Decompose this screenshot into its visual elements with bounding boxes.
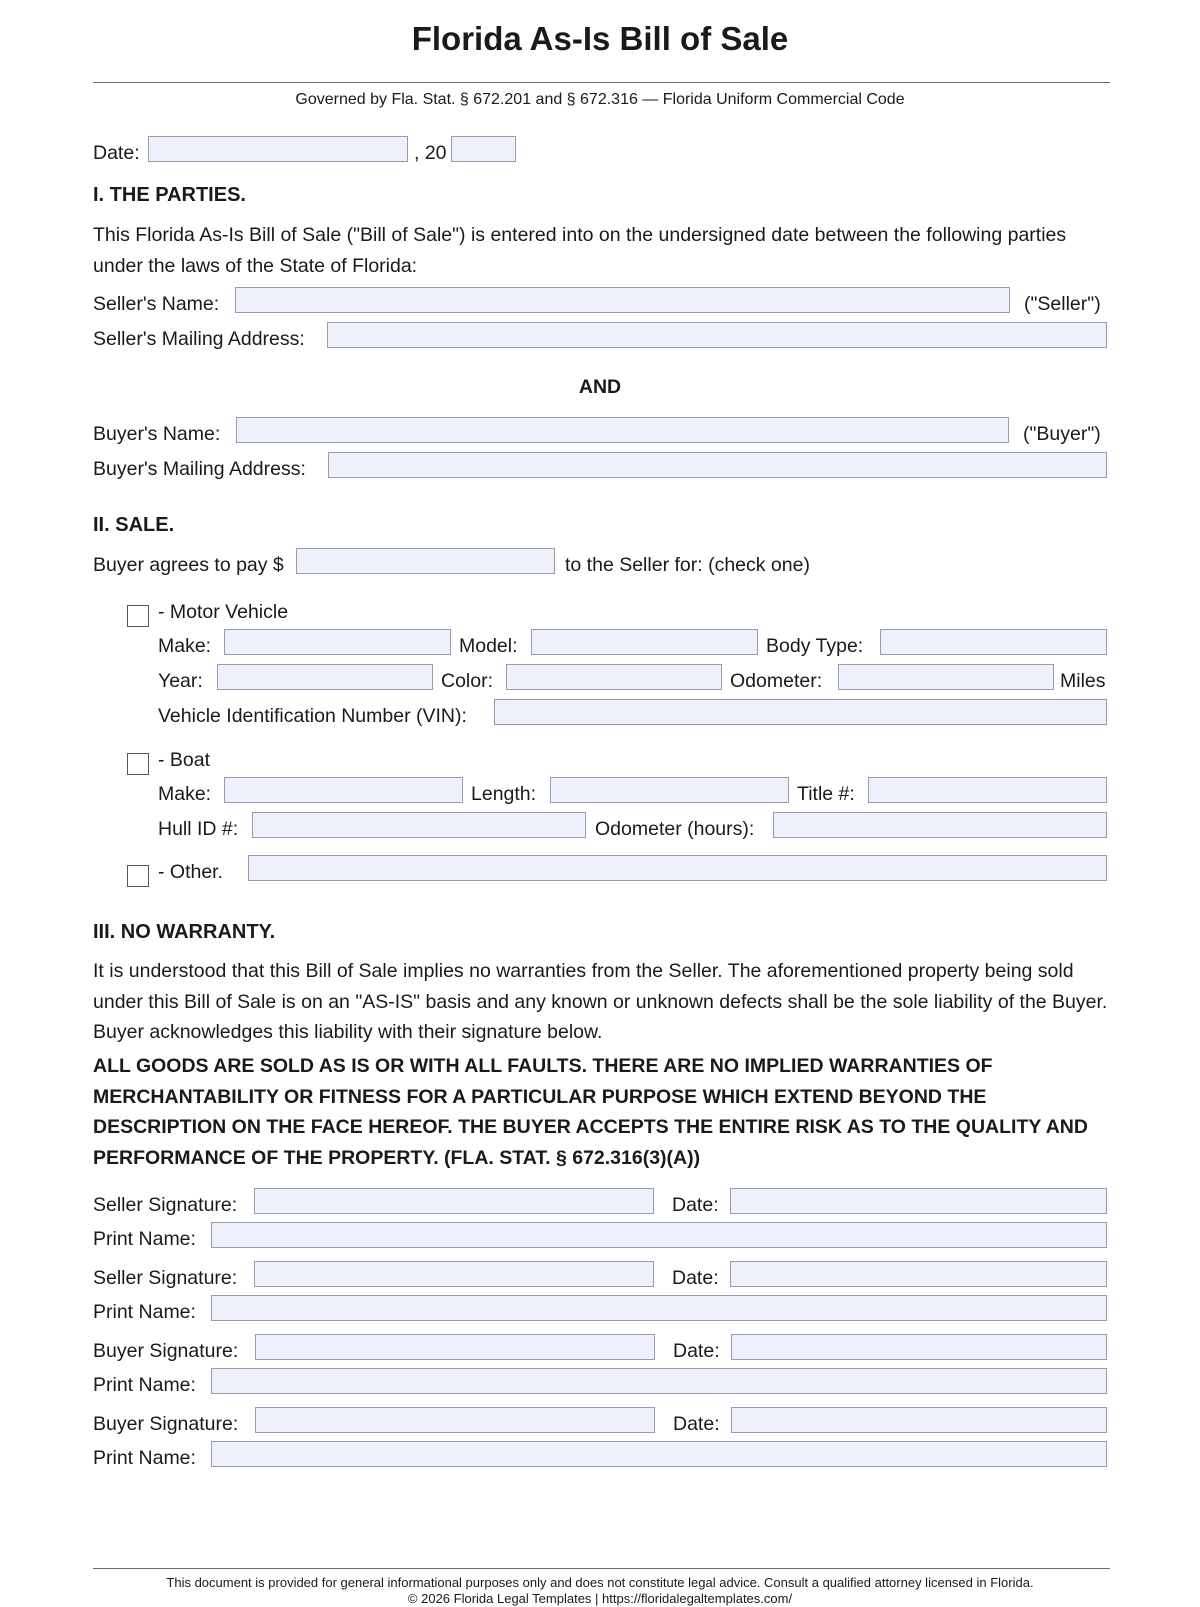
boat-make-label: Make: [158,783,212,805]
vehicle-body-type-field[interactable] [880,629,1107,655]
print-name-field[interactable] [211,1441,1107,1467]
buyer-name-field[interactable] [236,417,1009,443]
boat-make-field[interactable] [224,777,463,803]
pay-label: Buyer agrees to pay $ [93,554,284,576]
signature-date-field[interactable] [731,1407,1107,1433]
odometer-miles-label: Miles [1060,670,1106,692]
boat-label: - Boat [158,749,211,771]
document-subtitle: Governed by Fla. Stat. § 672.201 and § 672.316 — Florida Uniform Commercial Code [295,91,905,108]
print-name-label: Print Name: [93,1447,196,1469]
hull-id-label: Hull ID #: [158,818,239,840]
signature-field[interactable] [254,1188,654,1214]
sale-heading: II. SALE. [93,514,175,536]
signature-field[interactable] [255,1407,655,1433]
signature-label: Buyer Signature: [93,1413,239,1435]
vehicle-body-type-label: Body Type: [766,635,864,657]
boat-length-field[interactable] [550,777,789,803]
vehicle-year-label: Year: [158,670,203,692]
print-name-label: Print Name: [93,1301,196,1323]
vin-field[interactable] [494,699,1107,725]
boat-length-label: Length: [471,783,537,805]
buyer-name-label: Buyer's Name: [93,423,221,445]
footer-disclaimer: This document is provided for general informational purposes only and does not constitute legal advice. Consult a qualified attorney licensed in Florida. [166,1575,1034,1590]
vehicle-make-label: Make: [158,635,212,657]
signature-date-label: Date: [673,1340,720,1362]
parties-intro: This Florida As-Is Bill of Sale ("Bill of Sale") is entered into on the undersigned date between the following parties under the laws of the State of Florida: [93,224,1067,277]
vehicle-color-label: Color: [441,670,494,692]
signature-label: Seller Signature: [93,1267,238,1289]
header-rule [93,82,1110,83]
parties-heading: I. THE PARTIES. [93,184,246,206]
signature-date-label: Date: [673,1413,720,1435]
other-field[interactable] [248,855,1107,881]
print-name-field[interactable] [211,1368,1107,1394]
date-field[interactable] [148,136,408,162]
warranty-disclaimer: ALL GOODS ARE SOLD AS IS OR WITH ALL FAULTS. THERE ARE NO IMPLIED WARRANTIES OF MERCHANTABILITY OR FITNESS FOR A PARTICULAR PURPOSE WHICH EXTEND BEYOND THE DESCRIPTION ON THE FACE HEREOF. THE BUYER ACCEPTS THE ENTIRE RISK AS TO THE QUALITY AND PERFORMANCE OF THE PROPERTY. (FLA. STAT. § 672.316(3)(A)) [93,1055,1088,1169]
and-separator: AND [578,376,622,398]
signature-label: Buyer Signature: [93,1340,239,1362]
vin-label: Vehicle Identification Number (VIN): [158,705,467,727]
vehicle-odometer-field[interactable] [838,664,1054,690]
boat-title-label: Title #: [797,783,855,805]
motor-vehicle-label: - Motor Vehicle [158,601,289,623]
vehicle-model-field[interactable] [531,629,758,655]
signature-date-field[interactable] [730,1188,1107,1214]
other-label: - Other. [158,861,224,883]
print-name-label: Print Name: [93,1374,196,1396]
boat-checkbox[interactable] [127,753,149,775]
other-checkbox[interactable] [127,865,149,887]
document-title: Florida As-Is Bill of Sale [411,20,789,57]
warranty-heading: III. NO WARRANTY. [93,921,276,943]
vehicle-color-field[interactable] [506,664,722,690]
signature-date-field[interactable] [731,1334,1107,1360]
vehicle-odometer-label: Odometer: [730,670,823,692]
seller-suffix: ("Seller") [1024,293,1101,315]
price-field[interactable] [296,548,555,574]
boat-odometer-field[interactable] [773,812,1107,838]
footer-rule [93,1568,1110,1569]
signature-field[interactable] [255,1334,655,1360]
buyer-suffix: ("Buyer") [1023,423,1101,445]
signature-date-field[interactable] [730,1261,1107,1287]
boat-odometer-label: Odometer (hours): [595,818,755,840]
seller-name-label: Seller's Name: [93,293,220,315]
motor-vehicle-checkbox[interactable] [127,605,149,627]
vehicle-make-field[interactable] [224,629,451,655]
vehicle-model-label: Model: [459,635,518,657]
vehicle-year-field[interactable] [217,664,433,690]
print-name-label: Print Name: [93,1228,196,1250]
print-name-field[interactable] [211,1222,1107,1248]
signature-date-label: Date: [672,1194,719,1216]
buyer-address-field[interactable] [328,452,1107,478]
signature-label: Seller Signature: [93,1194,238,1216]
seller-address-label: Seller's Mailing Address: [93,328,305,350]
seller-name-field[interactable] [235,287,1010,313]
pay-suffix: to the Seller for: (check one) [565,554,810,576]
signature-field[interactable] [254,1261,654,1287]
print-name-field[interactable] [211,1295,1107,1321]
signature-date-label: Date: [672,1267,719,1289]
buyer-address-label: Buyer's Mailing Address: [93,458,306,480]
year-field[interactable] [451,136,516,162]
seller-address-field[interactable] [327,322,1107,348]
year-prefix-label: , 20 [414,142,447,164]
hull-id-field[interactable] [252,812,586,838]
boat-title-field[interactable] [868,777,1107,803]
footer-copyright: © 2026 Florida Legal Templates | https://floridalegaltemplates.com/ [407,1591,793,1606]
date-label: Date: [93,142,140,164]
warranty-paragraph: It is understood that this Bill of Sale implies no warranties from the Seller. The aforementioned property being sold under this Bill of Sale is on an "AS-IS" basis and any known or unknown defects shall be the sole liability of the Buyer. Buyer acknowledges this liability with their signature below. [93,960,1108,1043]
